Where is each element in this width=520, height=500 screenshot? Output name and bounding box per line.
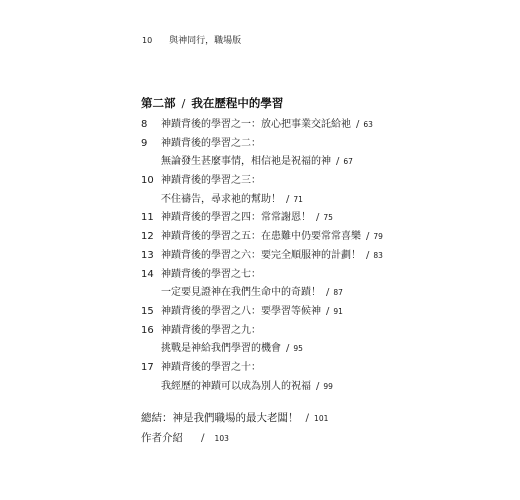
chapter-number: 10	[141, 175, 154, 187]
chapter-number: 9	[141, 137, 148, 149]
entry-text: 不住禱告，尋求祂的幫助！	[161, 193, 281, 205]
toc-entry	[141, 322, 501, 341]
entry-page-number: 99	[323, 381, 333, 391]
chapter-number: 13	[141, 249, 154, 261]
page-number: 10	[142, 36, 153, 45]
toc-entry	[141, 340, 501, 359]
entry-title	[161, 303, 343, 322]
toc-entry	[141, 116, 501, 135]
closing-entry	[141, 428, 328, 448]
entry-text: 無論發生甚麼事情，相信祂是祝福的神	[161, 156, 331, 168]
toc-list	[141, 116, 501, 396]
toc-entry	[141, 209, 501, 228]
part-heading	[141, 95, 283, 111]
closing-entry	[141, 408, 328, 428]
chapter-number: 14	[141, 268, 154, 280]
entry-title	[161, 322, 261, 341]
entry-text: 神蹟背後的學習之四：常常謝恩！	[161, 212, 311, 224]
toc-entry	[141, 303, 501, 322]
page-separator: /	[286, 193, 290, 205]
toc-entry	[141, 266, 501, 285]
entry-title	[161, 172, 261, 191]
entry-text: 挑戰是神給我們學習的機會	[161, 343, 281, 355]
entry-title	[161, 116, 373, 135]
entry-page-number: 75	[323, 213, 333, 223]
entry-title	[161, 340, 303, 359]
toc-entry	[141, 172, 501, 191]
entry-title	[161, 153, 353, 172]
toc-entry	[141, 359, 501, 378]
closing-title: 總結：神是我們職場的最大老闆！	[141, 412, 299, 424]
entry-title	[161, 135, 261, 154]
page-separator: /	[336, 156, 340, 168]
part-separator: /	[181, 96, 186, 110]
entry-text: 神蹟背後的學習之五：在患難中仍要常常喜樂	[161, 231, 361, 243]
entry-title	[161, 228, 383, 247]
toc-entry	[141, 191, 501, 210]
entry-text: 神蹟背後的學習之九：	[161, 324, 261, 336]
chapter-number: 12	[141, 231, 154, 243]
page-separator: /	[366, 249, 370, 261]
page-separator: /	[286, 343, 290, 355]
entry-title	[161, 359, 261, 378]
entry-text: 神蹟背後的學習之三：	[161, 175, 261, 187]
entry-text: 我經歷的神蹟可以成為別人的祝福	[161, 380, 311, 392]
entry-text: 神蹟背後的學習之七：	[161, 268, 261, 280]
toc-entry	[141, 153, 501, 172]
page-separator: /	[201, 432, 205, 444]
chapter-number: 17	[141, 361, 154, 373]
entry-page-number: 63	[363, 120, 373, 129]
chapter-number: 15	[141, 305, 154, 317]
toc-closing	[141, 408, 328, 448]
entry-text: 神蹟背後的學習之二：	[161, 137, 261, 149]
entry-page-number: 71	[293, 194, 303, 204]
entry-title	[161, 266, 261, 285]
entry-page-number: 67	[343, 157, 353, 167]
toc-entry	[141, 228, 501, 247]
entry-title	[161, 209, 333, 228]
entry-text: 神蹟背後的學習之一：放心把事業交託給祂	[161, 119, 351, 130]
entry-text: 神蹟背後的學習之十：	[161, 361, 261, 373]
closing-title: 作者介紹	[141, 432, 183, 444]
entry-title	[161, 191, 303, 210]
entry-text: 一定要見證神在我們生命中的奇蹟！	[161, 287, 321, 299]
entry-page-number: 91	[333, 306, 343, 316]
part-title: 我在歷程中的學習	[191, 96, 284, 110]
entry-title	[161, 378, 333, 397]
running-header	[142, 33, 241, 46]
page-separator: /	[305, 412, 310, 424]
page-separator: /	[316, 380, 320, 392]
toc-entry	[141, 247, 501, 266]
entry-page-number: 95	[293, 344, 303, 354]
chapter-number: 11	[141, 212, 154, 224]
page-separator: /	[326, 287, 330, 299]
entry-page-number: 83	[373, 250, 383, 260]
entry-page-number: 79	[373, 232, 383, 242]
closing-page-number: 103	[214, 434, 229, 443]
page-separator: /	[316, 212, 320, 224]
chapter-number: 8	[141, 119, 148, 130]
chapter-number: 16	[141, 324, 154, 336]
entry-text: 神蹟背後的學習之六：要完全順服神的計劃！	[161, 249, 361, 261]
book-title: 與神同行，職場版	[169, 36, 242, 46]
toc-entry	[141, 378, 501, 397]
closing-page-number: 101	[314, 414, 329, 423]
page-separator: /	[366, 231, 370, 243]
entry-title	[161, 284, 343, 303]
toc-entry	[141, 284, 501, 303]
page-separator: /	[356, 119, 360, 130]
part-label: 第二部	[141, 96, 176, 110]
entry-text: 神蹟背後的學習之八：要學習等候神	[161, 305, 321, 317]
entry-title	[161, 247, 383, 266]
entry-page-number: 87	[333, 288, 343, 298]
page-separator: /	[326, 305, 330, 317]
toc-entry	[141, 135, 501, 154]
